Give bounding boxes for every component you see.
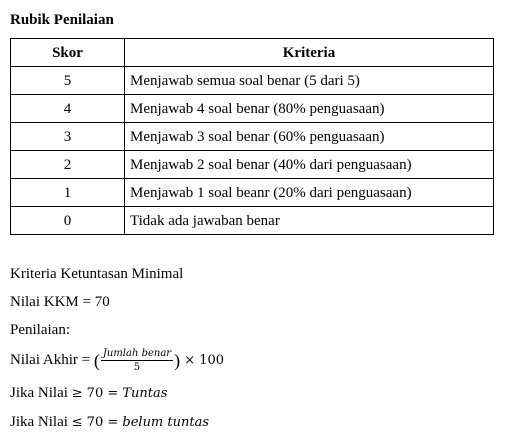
criteria-cell: Menjawab 4 soal benar (80% penguasaan)	[125, 95, 494, 123]
criteria-cell: Tidak ada jawaban benar	[125, 207, 494, 235]
score-cell: 2	[11, 151, 125, 179]
score-cell: 5	[11, 67, 125, 95]
score-cell: 4	[11, 95, 125, 123]
condition-prefix: Jika Nilai	[10, 414, 72, 430]
formula-close-paren: )	[174, 350, 181, 371]
final-score-formula	[10, 348, 224, 373]
assessment-label: Penilaian:	[10, 322, 70, 338]
condition-math: ≥ 70 =	[71, 386, 123, 401]
condition-result: Tuntas	[122, 386, 168, 401]
condition-math: ≤ 70 =	[71, 415, 123, 430]
formula-rhs: × 100	[180, 352, 225, 368]
table-header-row	[11, 39, 494, 67]
table-row	[11, 151, 494, 179]
criteria-cell: Menjawab semua soal benar (5 dari 5)	[125, 67, 494, 95]
condition-pass	[10, 384, 167, 403]
table-row	[11, 95, 494, 123]
kkm-value: Nilai KKM = 70	[10, 294, 110, 310]
criteria-cell: Menjawab 1 soal beanr (20% dari penguasaan)	[125, 179, 494, 207]
table-row	[11, 207, 494, 235]
table-row	[11, 123, 494, 151]
formula-lhs: Nilai Akhir =	[10, 351, 94, 368]
criteria-cell: Menjawab 2 soal benar (40% dari penguasaan)	[125, 151, 494, 179]
score-cell: 1	[11, 179, 125, 207]
page-heading: Rubik Penilaian	[10, 12, 114, 28]
score-cell: 3	[11, 123, 125, 151]
formula-fraction	[101, 348, 173, 373]
formula-denominator: 5	[133, 362, 141, 373]
table-row	[11, 67, 494, 95]
column-header-criteria: Kriteria	[125, 39, 494, 67]
table-row	[11, 179, 494, 207]
formula-numerator: Jumlah benar	[102, 348, 172, 359]
condition-prefix: Jika Nilai	[10, 385, 72, 401]
formula-open-paren: (	[93, 350, 100, 371]
rubric-table	[10, 38, 494, 235]
condition-fail	[10, 413, 209, 432]
kkm-title: Kriteria Ketuntasan Minimal	[10, 266, 184, 282]
score-cell: 0	[11, 207, 125, 235]
column-header-score: Skor	[11, 39, 125, 67]
condition-result: belum tuntas	[122, 415, 210, 430]
criteria-cell: Menjawab 3 soal benar (60% penguasaan)	[125, 123, 494, 151]
